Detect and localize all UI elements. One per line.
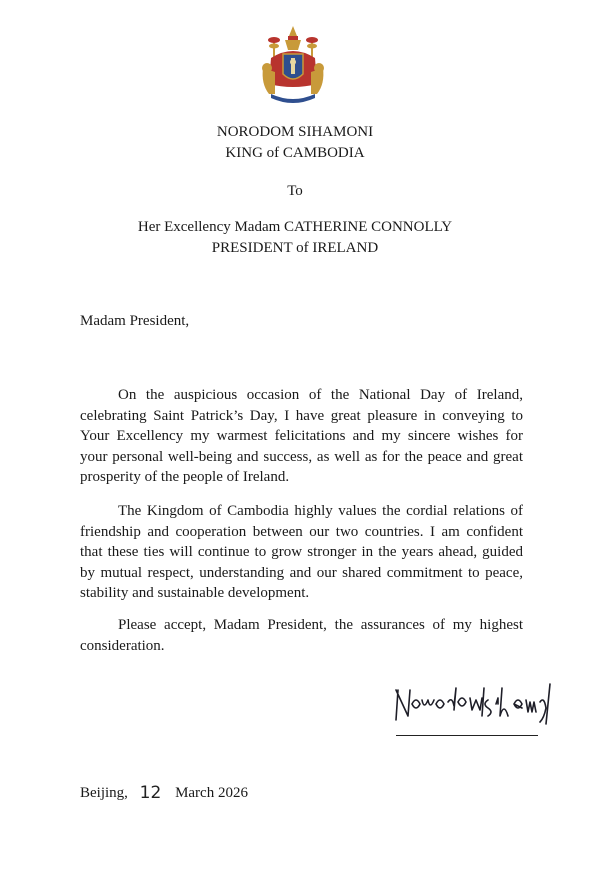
sender-block <box>0 122 590 164</box>
recipient-name: Her Excellency Madam CATHERINE CONNOLLY <box>137 219 453 235</box>
body-paragraph-1: On the auspicious occasion of the National Day of Ireland, celebrating Saint Patrick’s Day, I have great pleasure in conveying to Your Excellency my warmest felicitations and my sincere wishes for your personal well-being and success, as well as for the peace and great prosperity of the people of Ireland. <box>80 387 523 485</box>
salutation: Madam President, <box>80 313 190 329</box>
recipient-title: PRESIDENT of IRELAND <box>211 240 379 256</box>
sender-title: KING of CAMBODIA <box>225 145 365 161</box>
handwritten-signature <box>390 676 560 730</box>
sender-name: NORODOM SIHAMONI <box>216 124 374 140</box>
signature-underline <box>396 735 538 736</box>
body-paragraph-2: The Kingdom of Cambodia highly values the cordial relations of friendship and cooperation between our two countries. I am confident that these ties will continue to grow stronger in the years ahead, guided by mutual respect, understanding and our shared commitment to peace, stability and sustainable development. <box>80 503 523 601</box>
body-paragraph-3: Please accept, Madam President, the assurances of my highest consideration. <box>80 617 523 654</box>
to-label: To <box>287 183 303 199</box>
place: Beijing, <box>80 784 128 801</box>
recipient-block <box>0 217 590 259</box>
place-and-date <box>80 782 248 803</box>
royal-arms-emblem <box>257 24 329 106</box>
month-year: March 2026 <box>175 784 248 801</box>
handwritten-day: 12 <box>139 782 162 803</box>
